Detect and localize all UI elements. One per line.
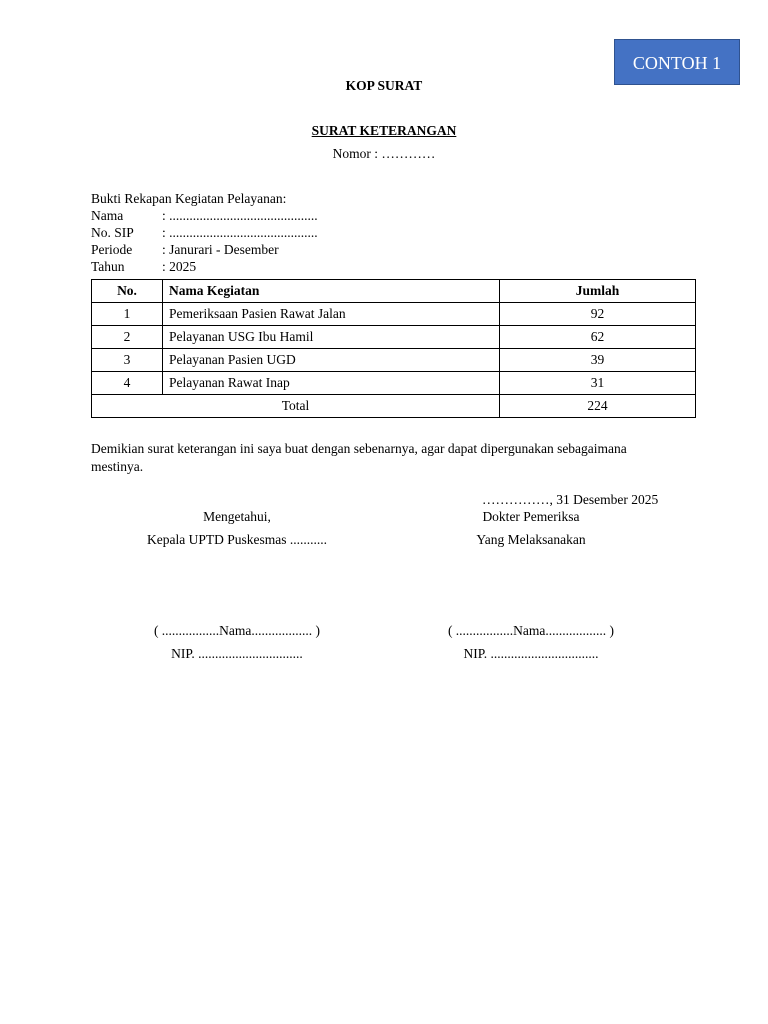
row-qty: 31 — [500, 372, 696, 395]
right-sign-nip: NIP. ................................ — [463, 646, 599, 661]
table-row — [92, 303, 696, 326]
info-label-sip: No. SIP — [91, 225, 134, 240]
row-qty: 39 — [500, 349, 696, 372]
header-no: No. — [92, 280, 163, 303]
row-qty: 62 — [500, 326, 696, 349]
letterhead-title: KOP SURAT — [345, 78, 423, 93]
info-label-nama: Nama — [91, 208, 124, 223]
info-value-periode: : Janurari - Desember — [162, 242, 279, 257]
row-no: 4 — [92, 372, 163, 395]
right-sign-line2: Yang Melaksanakan — [476, 532, 586, 547]
right-sign-name: ( .................Nama.................. ) — [447, 623, 615, 638]
row-activity: Pemeriksaan Pasien Rawat Jalan — [163, 303, 500, 326]
left-sign-nip: NIP. ............................... — [171, 646, 303, 661]
date-line: ……………, 31 Desember 2025 — [482, 492, 659, 507]
table-header-row — [92, 280, 696, 303]
table-row — [92, 349, 696, 372]
right-sign-line1: Dokter Pemeriksa — [482, 509, 580, 524]
total-value: 224 — [500, 395, 696, 418]
left-sign-line1: Mengetahui, — [203, 509, 271, 524]
closing-paragraph: Demikian surat keterangan ini saya buat dengan sebenarnya, agar dapat dipergunakan sebagaimana mestinya. — [91, 441, 627, 474]
header-activity: Nama Kegiatan — [163, 280, 500, 303]
table-row — [92, 372, 696, 395]
left-sign-line2: Kepala UPTD Puskesmas ........... — [147, 532, 327, 547]
row-activity: Pelayanan Pasien UGD — [163, 349, 500, 372]
table-total-row — [92, 395, 696, 418]
info-label-periode: Periode — [91, 242, 133, 257]
table-row — [92, 326, 696, 349]
total-label: Total — [92, 395, 500, 418]
row-no: 1 — [92, 303, 163, 326]
example-badge: CONTOH 1 — [614, 39, 740, 85]
intro-text: Bukti Rekapan Kegiatan Pelayanan: — [91, 191, 287, 206]
row-no: 3 — [92, 349, 163, 372]
left-sign-name: ( .................Nama.................. ) — [153, 623, 321, 638]
row-qty: 92 — [500, 303, 696, 326]
row-no: 2 — [92, 326, 163, 349]
info-label-tahun: Tahun — [91, 259, 125, 274]
activity-table — [91, 279, 696, 418]
row-activity: Pelayanan Rawat Inap — [163, 372, 500, 395]
document-title: SURAT KETERANGAN — [311, 123, 457, 138]
info-value-nama: : ............................................ — [162, 208, 318, 223]
header-qty: Jumlah — [500, 280, 696, 303]
info-value-sip: : ............................................ — [162, 225, 318, 240]
row-activity: Pelayanan USG Ibu Hamil — [163, 326, 500, 349]
info-value-tahun: : 2025 — [162, 259, 197, 274]
document-number: Nomor : ………… — [332, 146, 436, 161]
